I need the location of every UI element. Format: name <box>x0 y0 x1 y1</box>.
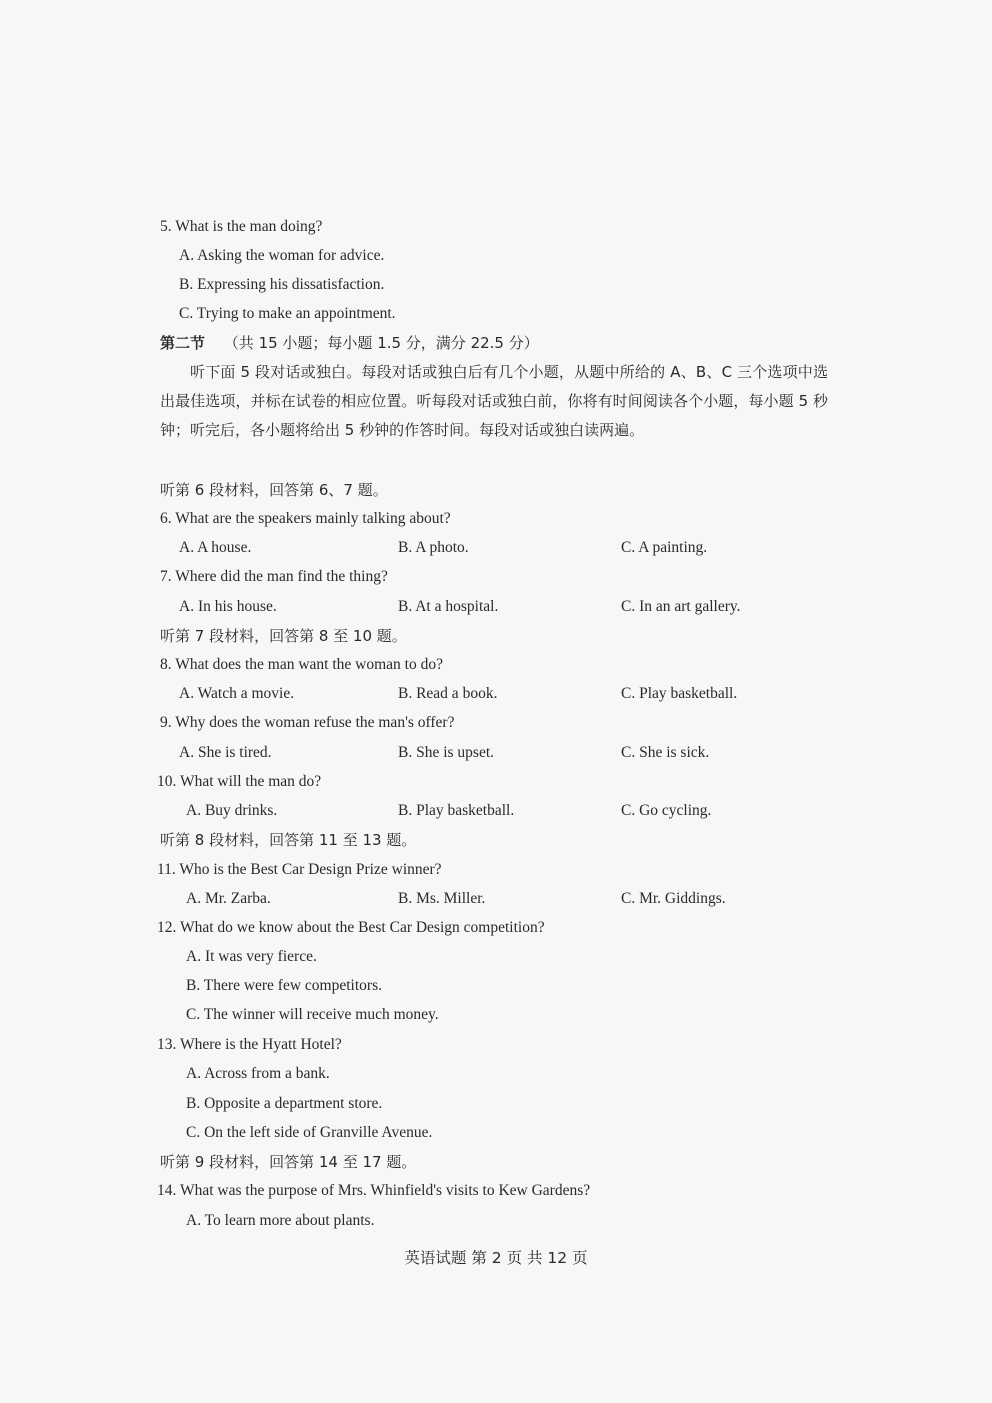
q5-option-a: A. Asking the woman for advice. <box>179 247 385 264</box>
question-5: 5. What is the man doing? <box>160 218 323 235</box>
q7-option-a: A. In his house. <box>179 598 277 615</box>
q5-option-c: C. Trying to make an appointment. <box>179 305 396 322</box>
q9-option-c: C. She is sick. <box>621 744 710 761</box>
question-12: 12. What do we know about the Best Car Design competition? <box>157 919 545 936</box>
q13-option-a: A. Across from a bank. <box>186 1065 330 1082</box>
q9-option-a: A. She is tired. <box>179 744 272 761</box>
question-14: 14. What was the purpose of Mrs. Whinfield's visits to Kew Gardens? <box>157 1182 591 1199</box>
q11-option-b: B. Ms. Miller. <box>398 890 486 907</box>
page-footer: 英语试题 第 2 页 共 12 页 <box>404 1249 588 1267</box>
section-title: 第二节 <box>160 334 206 352</box>
q10-option-b: B. Play basketball. <box>398 802 515 819</box>
q8-option-c: C. Play basketball. <box>621 685 738 702</box>
q10-option-c: C. Go cycling. <box>621 802 712 819</box>
q7-option-c: C. In an art gallery. <box>621 598 741 615</box>
direction-6: 听第 6 段材料，回答第 6、7 题。 <box>160 481 388 499</box>
q7-option-b: B. At a hospital. <box>398 598 499 615</box>
direction-8: 听第 8 段材料，回答第 11 至 13 题。 <box>160 831 417 849</box>
q9-option-b: B. She is upset. <box>398 744 495 761</box>
question-9: 9. Why does the woman refuse the man's offer? <box>160 714 455 731</box>
q12-option-a: A. It was very fierce. <box>186 948 317 965</box>
question-11: 11. Who is the Best Car Design Prize winner? <box>157 861 442 878</box>
q6-option-b: B. A photo. <box>398 539 469 556</box>
q6-option-a: A. A house. <box>179 539 252 556</box>
question-10: 10. What will the man do? <box>157 773 322 790</box>
question-13: 13. Where is the Hyatt Hotel? <box>157 1036 342 1053</box>
q8-option-b: B. Read a book. <box>398 685 498 702</box>
q11-option-a: A. Mr. Zarba. <box>186 890 271 907</box>
question-8: 8. What does the man want the woman to do? <box>160 656 443 673</box>
direction-9: 听第 9 段材料，回答第 14 至 17 题。 <box>160 1153 417 1171</box>
q8-option-a: A. Watch a movie. <box>179 685 295 702</box>
q12-option-b: B. There were few competitors. <box>186 977 382 994</box>
question-7: 7. Where did the man find the thing? <box>160 568 388 585</box>
section-header <box>160 333 539 353</box>
q10-option-a: A. Buy drinks. <box>186 802 278 819</box>
q14-option-a: A. To learn more about plants. <box>186 1212 375 1229</box>
q11-option-c: C. Mr. Giddings. <box>621 890 726 907</box>
section-info: （共 15 小题；每小题 1.5 分，满分 22.5 分） <box>223 334 539 352</box>
section-instructions: 听下面 5 段对话或独白。每段对话或独白后有几个小题，从题中所给的 A、B、C 三个选项中选出最佳选项，并标在试卷的相应位置。听每段对话或独白前，你将有时间阅读各个小题，每小题 5 秒钟；听完后，各小题将给出 5 秒钟的作答时间。每段对话或独白读两遍。 <box>160 363 828 439</box>
q5-option-b: B. Expressing his dissatisfaction. <box>179 276 385 293</box>
q6-option-c: C. A painting. <box>621 539 708 556</box>
q13-option-c: C. On the left side of Granville Avenue. <box>186 1124 433 1141</box>
q13-option-b: B. Opposite a department store. <box>186 1095 383 1112</box>
question-6: 6. What are the speakers mainly talking about? <box>160 510 451 527</box>
q12-option-c: C. The winner will receive much money. <box>186 1006 439 1023</box>
direction-7: 听第 7 段材料，回答第 8 至 10 题。 <box>160 627 407 645</box>
